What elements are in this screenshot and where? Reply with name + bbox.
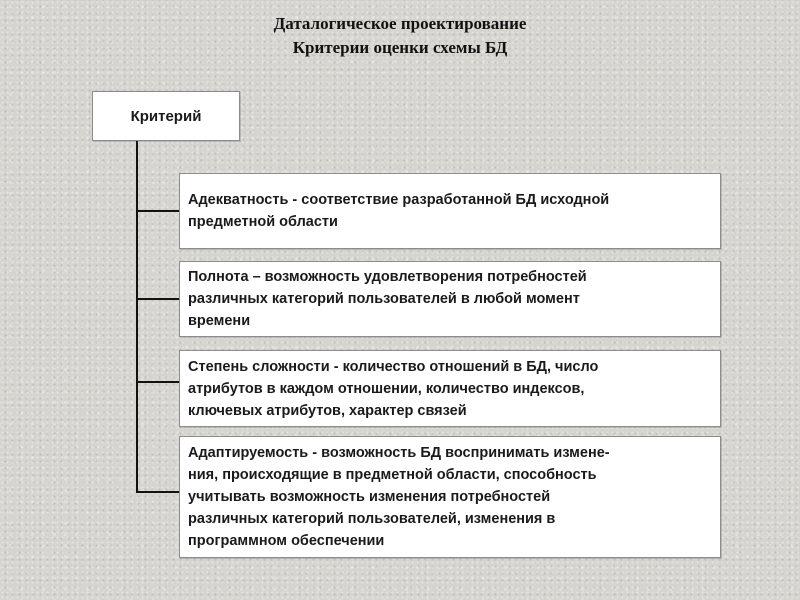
criterion-adaptability-text: Адаптируемость - возможность БД воспринимать измене- ния, происходящие в предметной области, способность учитывать возможность изменения потребностей различных категорий пользователей, изменения в программном обеспечении [188, 445, 610, 549]
criterion-adaptability-box [179, 436, 721, 558]
title-line-1: Даталогическое проектирование [273, 14, 527, 33]
criterion-complexity-text: Степень сложности - количество отношений в БД, число атрибутов в каждом отношении, количество индексов, ключевых атрибутов, характер связей [188, 358, 599, 419]
criterion-completeness-box [179, 261, 721, 337]
branch-connector-1 [136, 210, 179, 212]
criterion-adequacy-box [179, 173, 721, 249]
title-line-2: Критерии оценки схемы БД [292, 38, 508, 57]
criterion-complexity-box [179, 350, 721, 427]
criterion-adequacy-text: Адекватность - соответствие разработанной БД исходной предметной области [188, 192, 610, 230]
branch-connector-3 [136, 381, 179, 383]
criterion-completeness-text: Полнота – возможность удовлетворения потребностей различных категорий пользователей в любой момент времени [188, 269, 587, 329]
branch-connector-4 [136, 491, 179, 493]
tree-trunk-line [136, 141, 138, 493]
branch-connector-2 [136, 298, 179, 300]
criterion-root-box: Критерий [92, 91, 240, 141]
diagram-title [0, 12, 800, 60]
